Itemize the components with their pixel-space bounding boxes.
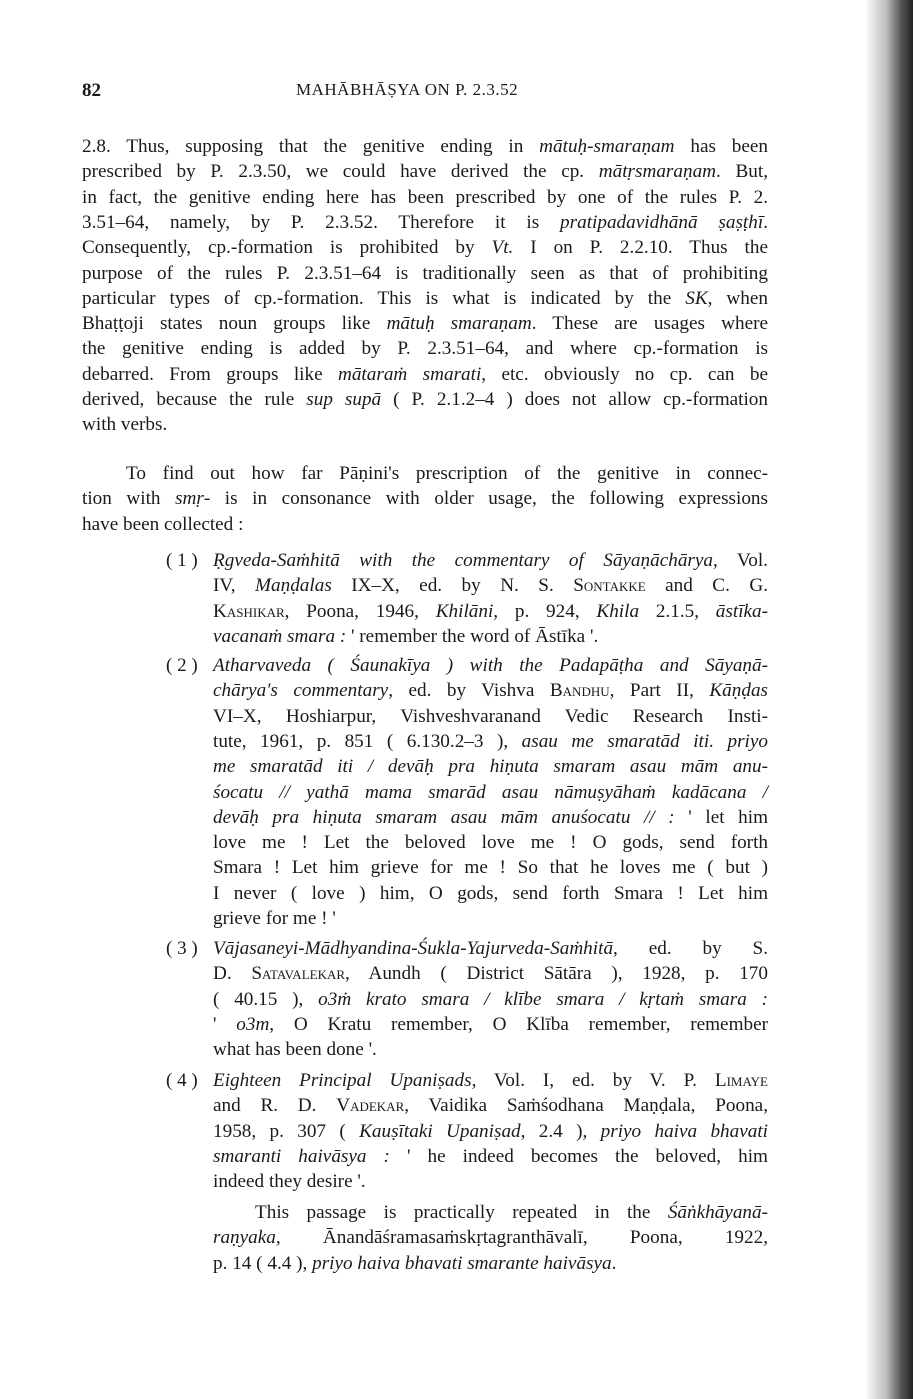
text-segment: p. 14 ( 4.4 ), [213,1252,313,1274]
entry-line [213,1119,768,1144]
paragraph-line [82,134,768,159]
text-segment: ' remember the word of Āstīka '. [346,625,599,647]
italic-text: asau me smaratād iti. priyo [521,730,768,752]
entry-line [213,704,768,729]
italic-text: mātuḥ smaraṇam [386,313,532,335]
italic-text: mātuḥ-smaraṇam [539,136,675,157]
paragraph-line [126,461,768,486]
entry-line [213,653,768,678]
text-segment: , Vol. I, ed. by V. P. [471,1070,715,1091]
text-segment: indeed they desire '. [213,1171,366,1193]
italic-text: SK [685,287,708,309]
italic-text: Vājasaneyi-Mādhyandina-Śukla-Yajurveda-Saṁhitā [213,938,614,959]
text-segment: , Ānandāśramasaṁskṛtagranthāvalī, Poona, 1922, [275,1227,768,1249]
italic-text: śocatu // yathā mama smarād asau nāmuṣyāhaṁ kadācana / [213,781,768,803]
text-segment: Smara ! Let him grieve for me ! So that he loves me ( but ) [213,857,768,879]
text-segment: , when [707,287,768,309]
text-segment: ' [213,1013,237,1035]
italic-text: Kāṇḍas [709,680,768,702]
italic-text: priyo haiva bhavati smarante haivāsya [312,1252,612,1274]
text-segment: ( P. 2.1.2–4 ) does not allow cp.-formation [381,389,768,410]
text-segment: and R. D. [213,1095,337,1117]
text-segment: tion with [82,488,176,510]
text-segment: and C. G. [645,575,768,597]
text-segment: . [611,1252,617,1274]
paragraph-line [82,286,768,311]
text-segment: . But, [716,161,768,183]
text-segment: , etc. obviously no cp. can be [481,363,769,385]
entry-line [213,1068,768,1093]
entry-number: ( 1 ) [166,550,198,571]
italic-text: āstīka- [715,600,769,622]
text-segment: , Vol. [713,550,768,571]
entry-line [213,881,768,906]
text-segment: , O Kratu remember, O Klība remember, remember [269,1013,768,1035]
text-segment: I on P. 2.2.10. Thus the [513,237,769,259]
text-segment: . These are usages where [531,313,768,335]
entry-number: ( 4 ) [166,1070,198,1091]
paragraph-line [213,1251,768,1276]
text-segment: with verbs. [82,414,168,436]
small-caps-text: Sontakke [573,575,646,597]
text-segment: in fact, the genitive ending here has been prescribed by one of the rules P. 2. [82,186,768,208]
text-segment: VI–X, Hoshiarpur, Vishveshvaranand Vedic Research Insti- [213,705,768,727]
entry-line [213,830,768,855]
entry-line [213,987,768,1012]
page-number: 82 [82,80,101,101]
small-caps-text: Kashikar [213,600,285,622]
text-segment: , 2.4 ), [520,1120,601,1142]
paragraph-line [82,311,768,336]
running-title: MAHĀBHĀṢYA ON P. 2.3.52 [296,80,519,99]
paragraph-line [82,512,768,537]
text-segment: derived, because the rule [82,389,307,410]
text-segment: , p. 924, [493,600,597,622]
italic-text: smṛ- [175,488,211,510]
text-segment: , ed. by S. [613,938,768,959]
italic-text: Khilāni [435,600,494,622]
text-segment: 1958, p. 307 ( [213,1120,360,1142]
italic-text: Atharvaveda ( Śaunakīya ) with the Padapāṭha and Sāyaṇā- [213,655,768,676]
entry-line [213,855,768,880]
text-segment: ' he indeed becomes the beloved, him [389,1145,768,1167]
italic-text: me smaratād iti / devāḥ pra hiṇuta smaram asau mām anu- [213,756,768,778]
text-segment: Bhaṭṭoji states noun groups like [82,313,387,335]
text-segment: 2.8. Thus, supposing that the genitive ending in [82,136,540,157]
italic-text: sup supā [306,389,382,410]
entry-line [213,961,768,986]
text-segment: tute, 1961, p. 851 ( 6.130.2–3 ), [213,730,522,752]
italic-text: Ṛgveda-Saṁhitā with the commentary of Sāyaṇāchārya [213,550,713,571]
text-segment: purpose of the rules P. 2.3.51–64 is traditionally seen as that of prohibiting [82,262,768,284]
italic-text: devāḥ pra hiṇuta smaram asau mām anuśocatu // : [213,806,675,828]
italic-text: Vt. [491,237,514,259]
entry-line [213,754,768,779]
text-segment: Consequently, cp.-formation is prohibited by [82,237,492,259]
text-segment: have been collected : [82,513,244,535]
entry-line [213,678,768,703]
small-caps-text: Vadekar [336,1095,405,1117]
italic-text: Eighteen Principal Upaniṣads [213,1070,472,1091]
scan-edge-shadow [865,0,913,1399]
entry-number: ( 2 ) [166,655,198,676]
entry-line [213,906,768,931]
entry-line [213,599,768,624]
italic-text: mātṛsmaraṇam [598,161,717,183]
text-segment: prescribed by P. 2.3.50, we could have derived the cp. [82,161,599,183]
text-segment: D. [213,963,252,985]
paragraph-line [82,261,768,286]
entry-line [213,624,768,649]
paragraph-line [82,412,768,437]
italic-text: vacanaṁ smara : [213,625,347,647]
entry-line [213,780,768,805]
text-segment: the genitive ending is added by P. 2.3.51–64, and where cp.-formation is [82,338,768,360]
text-segment: debarred. From groups like [82,363,338,385]
entry-line [213,936,768,961]
text-segment: . [763,211,768,233]
text-segment: what has been done '. [213,1039,377,1061]
text-segment: , Aundh ( District Sātāra ), 1928, p. 170 [345,963,768,985]
text-segment: This passage is practically repeated in the [255,1202,668,1223]
italic-text: Kauṣītaki Upaniṣad [359,1120,521,1142]
text-segment: 2.1.5, [639,600,716,622]
text-segment: has been [674,136,768,157]
entry-line [213,1169,768,1194]
small-caps-text: Bandhu [549,680,610,702]
italic-text: Maṇḍalas [255,575,332,597]
text-segment: IV, [213,575,256,597]
entry-line [213,1144,768,1169]
paragraph-line [255,1200,768,1225]
italic-text: o3ṁ krato smara / klībe smara / kṛtaṁ smara : [318,988,768,1010]
entry-line [213,573,768,598]
italic-text: raṇyaka [213,1227,276,1249]
text-segment: love me ! Let the beloved love me ! O gods, send forth [213,832,768,854]
text-segment: I never ( love ) him, O gods, send forth Smara ! Let him [213,882,768,904]
paragraph-line [82,362,768,387]
entry-line [213,1093,768,1118]
text-segment: is in consonance with older usage, the following expressions [210,488,768,510]
text-segment: ( 40.15 ), [213,988,319,1010]
text-segment: To find out how far Pāṇini's prescription of the genitive in connec- [126,463,768,484]
text-segment: IX–X, ed. by N. S. [331,575,574,597]
paragraph-line [82,336,768,361]
italic-text: o3m [236,1013,270,1035]
text-segment: grieve for me ! ' [213,908,336,929]
text-segment: 3.51–64, namely, by P. 2.3.52. Therefore it is [82,211,561,233]
paragraph-line [82,486,768,511]
italic-text: chārya's commentary [213,680,389,702]
entry-line [213,548,768,573]
small-caps-text: Satavalekar [251,963,346,985]
entry-number: ( 3 ) [166,938,198,959]
text-segment: ' let him [674,806,768,828]
text-segment: particular types of cp.-formation. This is what is indicated by the [82,287,686,309]
italic-text: smaranti haivāsya : [213,1145,390,1167]
text-segment: , Part II, [609,680,710,702]
paragraph-line [82,210,768,235]
paragraph-line [82,185,768,210]
italic-text: Śāṅkhāyanā- [667,1202,768,1223]
entry-line [213,1012,768,1037]
entry-line [213,729,768,754]
paragraph-line [82,159,768,184]
paragraph-line [82,235,768,260]
entry-line [213,805,768,830]
paragraph-line [213,1225,768,1250]
italic-text: priyo haiva bhavati [600,1120,769,1142]
italic-text: Khila [596,600,640,622]
paragraph-line [82,387,768,412]
text-segment: , Vaidika Saṁśodhana Maṇḍala, Poona, [404,1095,768,1117]
entry-line [213,1037,768,1062]
text-segment: , Poona, 1946, [284,600,436,622]
small-caps-text: Limaye [714,1070,768,1091]
text-segment: , ed. by Vishva [388,680,550,702]
italic-text: mātaraṁ smarati [337,363,482,385]
italic-text: pratipadavidhānā ṣaṣṭhī [560,211,764,233]
